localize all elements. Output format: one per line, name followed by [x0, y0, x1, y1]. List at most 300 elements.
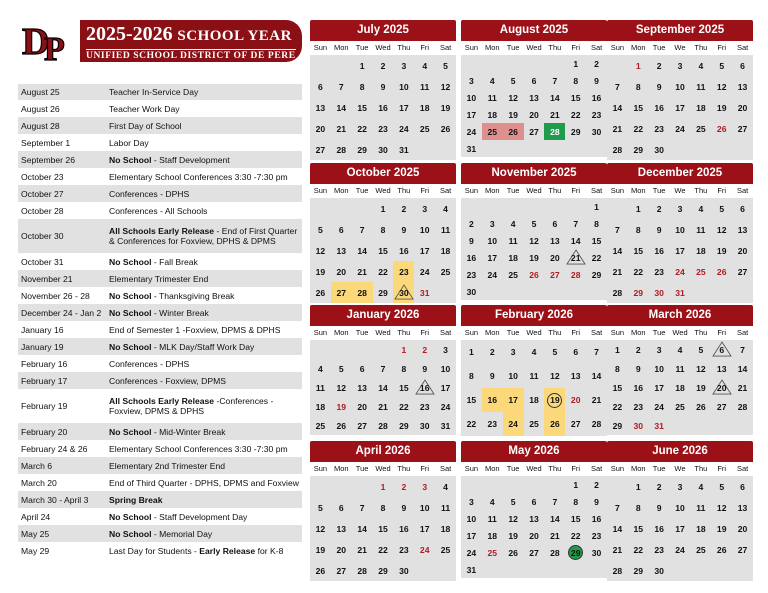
weekday-label: Fri — [414, 41, 435, 55]
day-number: 27 — [737, 544, 748, 555]
day-number: 10 — [675, 502, 685, 513]
day-cell — [524, 55, 545, 72]
day-cell — [331, 219, 352, 240]
day-cell — [435, 397, 456, 416]
day-number: 16 — [591, 92, 602, 103]
day-number: 7 — [594, 347, 599, 357]
weekday-label: Mon — [331, 184, 352, 198]
weekday-label: Wed — [373, 184, 394, 198]
day-cell — [503, 544, 524, 561]
day-cell — [503, 412, 524, 436]
day-number: 23 — [591, 109, 602, 120]
event-date: January 16 — [21, 324, 64, 335]
day-number: 15 — [399, 382, 409, 393]
weekday-label: Wed — [373, 41, 394, 55]
event-description: Conferences - All Schools — [109, 205, 208, 216]
day-number: 24 — [466, 547, 477, 558]
day-number: 29 — [570, 126, 581, 137]
day-cell — [482, 283, 503, 300]
day-cell — [414, 340, 435, 359]
event-date: April 24 — [21, 511, 51, 522]
day-number: 2 — [656, 203, 662, 214]
day-cell — [524, 544, 545, 561]
day-number: 24 — [466, 126, 477, 137]
day-cell — [352, 340, 373, 359]
day-cell — [461, 283, 482, 300]
day-cell — [732, 261, 753, 282]
day-cell — [352, 139, 373, 160]
event-description: No School - Winter Break — [109, 307, 209, 318]
day-number: 8 — [573, 496, 579, 507]
day-number: 26 — [716, 544, 727, 555]
day-number: 10 — [487, 235, 498, 246]
day-cell — [461, 476, 482, 493]
day-cell — [544, 561, 565, 578]
day-number: 8 — [573, 75, 579, 86]
weekday-label: Thu — [544, 184, 565, 198]
day-cell — [482, 232, 503, 249]
day-cell — [461, 340, 482, 364]
day-number: 15 — [633, 245, 644, 256]
day-cell — [524, 72, 545, 89]
day-cell — [544, 527, 565, 544]
day-cell — [544, 364, 565, 388]
day-number: 1 — [635, 481, 641, 492]
day-number: 2 — [422, 344, 428, 355]
day-cell — [310, 97, 331, 118]
weekday-label: Tue — [649, 462, 670, 476]
day-cell — [352, 219, 373, 240]
day-cell — [670, 476, 691, 497]
day-number: 10 — [675, 224, 685, 235]
day-cell — [690, 219, 711, 240]
day-cell — [482, 493, 503, 510]
day-number: 18 — [315, 401, 326, 412]
event-row — [18, 185, 302, 202]
day-number: 14 — [357, 245, 367, 256]
day-cell — [670, 539, 691, 560]
day-cell — [607, 359, 628, 378]
day-cell — [586, 55, 607, 72]
day-number: 19 — [716, 523, 727, 534]
day-number: 28 — [612, 144, 623, 155]
event-row — [18, 321, 302, 338]
day-cell — [565, 493, 586, 510]
day-cell — [461, 55, 482, 72]
day-cell — [732, 219, 753, 240]
day-cell — [310, 539, 331, 560]
day-number: 10 — [419, 224, 430, 235]
day-number: 7 — [552, 496, 558, 507]
event-row — [18, 542, 302, 559]
day-number: 18 — [508, 252, 518, 263]
day-cell — [670, 497, 691, 518]
day-cell — [732, 340, 753, 359]
day-number: 29 — [633, 144, 644, 155]
day-number: 8 — [401, 363, 407, 374]
day-number: 7 — [573, 218, 579, 229]
event-date: October 27 — [21, 188, 64, 199]
day-cell — [482, 140, 503, 157]
day-cell — [732, 518, 753, 539]
day-cell — [649, 219, 670, 240]
day-number: 11 — [675, 363, 685, 374]
day-number: 31 — [440, 420, 451, 431]
day-number: 6 — [531, 496, 537, 507]
weekday-label: Mon — [482, 41, 503, 55]
day-number: 18 — [487, 530, 498, 541]
day-cell — [482, 340, 503, 364]
event-date: October 28 — [21, 205, 64, 216]
title-year: 2025-2026 — [86, 23, 173, 45]
day-number: 23 — [399, 266, 409, 277]
day-number: 27 — [315, 144, 326, 155]
event-row — [18, 525, 302, 542]
day-cell — [393, 118, 414, 139]
day-cell — [373, 118, 394, 139]
day-number: 24 — [675, 123, 685, 134]
day-cell — [414, 219, 435, 240]
day-number: 12 — [440, 81, 451, 92]
weekday-label: Sun — [607, 41, 628, 55]
day-number: 16 — [399, 245, 409, 256]
day-number: 9 — [469, 235, 474, 246]
day-cell — [649, 476, 670, 497]
day-cell — [435, 560, 456, 581]
event-description: No School - Staff Development — [109, 154, 230, 165]
day-number: 6 — [573, 347, 579, 357]
weekday-label: Fri — [565, 41, 586, 55]
day-cell — [435, 518, 456, 539]
day-cell — [310, 560, 331, 581]
event-description: Conferences - Foxview, DPMS — [109, 375, 227, 386]
day-cell — [732, 378, 753, 397]
day-cell — [628, 55, 649, 76]
district-logo — [22, 20, 74, 62]
day-cell — [565, 55, 586, 72]
day-number: 16 — [419, 382, 430, 393]
day-number: 17 — [675, 102, 685, 113]
day-number: 8 — [380, 224, 386, 235]
day-number: 18 — [529, 395, 539, 405]
day-cell — [435, 340, 456, 359]
day-number: 13 — [737, 502, 748, 513]
day-number: 7 — [359, 502, 365, 513]
day-number: 5 — [443, 60, 448, 71]
weekday-label: Sun — [607, 326, 628, 340]
day-number: 9 — [656, 502, 662, 513]
day-number: 2 — [635, 344, 641, 355]
day-number: 9 — [401, 224, 407, 235]
day-cell — [607, 397, 628, 416]
day-cell — [607, 539, 628, 560]
day-cell — [310, 219, 331, 240]
day-cell — [435, 198, 456, 219]
day-number: 16 — [654, 245, 664, 256]
event-row — [18, 270, 302, 287]
day-cell — [586, 198, 607, 215]
weekday-label: Sat — [586, 326, 607, 340]
day-cell — [435, 497, 456, 518]
day-cell — [711, 55, 732, 76]
day-cell — [482, 55, 503, 72]
event-date: February 17 — [21, 375, 68, 386]
day-number: 19 — [547, 393, 562, 408]
day-cell — [565, 510, 586, 527]
day-cell — [711, 219, 732, 240]
event-description: End of Third Quarter - DPHS, DPMS and Foxview — [109, 477, 299, 488]
weekday-label: Sat — [435, 462, 456, 476]
day-cell — [331, 240, 352, 261]
day-cell — [503, 249, 524, 266]
day-cell — [607, 97, 628, 118]
day-cell — [711, 76, 732, 97]
day-number: 12 — [550, 371, 560, 381]
day-number: 19 — [529, 252, 539, 263]
day-number: 29 — [357, 144, 367, 155]
day-cell — [607, 76, 628, 97]
weekday-label: We — [670, 462, 691, 476]
weekday-label: Fri — [565, 462, 586, 476]
day-cell — [373, 539, 394, 560]
day-cell — [732, 76, 753, 97]
day-number: 23 — [399, 544, 409, 555]
day-cell — [690, 118, 711, 139]
day-number: 12 — [716, 81, 727, 92]
month-header: March 2026 — [607, 305, 753, 326]
day-cell — [586, 412, 607, 436]
title-banner — [80, 20, 302, 62]
day-cell — [628, 97, 649, 118]
day-number: 8 — [635, 224, 641, 235]
day-number: 23 — [378, 123, 388, 134]
day-cell — [461, 249, 482, 266]
weekday-label: Sun — [607, 462, 628, 476]
event-row — [18, 219, 302, 253]
day-number: 16 — [633, 382, 644, 393]
day-cell — [393, 518, 414, 539]
day-number: 22 — [633, 544, 644, 555]
day-number: 6 — [359, 363, 365, 374]
day-number: 17 — [466, 530, 477, 541]
day-number: 2 — [656, 481, 662, 492]
day-number: 21 — [378, 401, 388, 412]
day-number: 10 — [440, 363, 451, 374]
day-cell — [393, 416, 414, 435]
day-number: 6 — [740, 60, 745, 71]
day-number: 20 — [529, 530, 539, 541]
day-number: 14 — [591, 371, 602, 381]
day-cell — [393, 476, 414, 497]
day-cell — [649, 539, 670, 560]
day-cell — [524, 215, 545, 232]
day-cell — [393, 139, 414, 160]
day-cell — [670, 359, 691, 378]
day-number: 3 — [422, 481, 428, 492]
day-number: 1 — [615, 344, 620, 355]
day-cell — [482, 249, 503, 266]
day-cell — [607, 55, 628, 76]
day-number: 16 — [654, 523, 664, 534]
day-cell — [461, 140, 482, 157]
day-cell — [461, 561, 482, 578]
day-number: 14 — [378, 382, 388, 393]
weekday-label: Thu — [544, 326, 565, 340]
weekday-label: Tue — [503, 184, 524, 198]
day-number: 28 — [357, 287, 367, 298]
day-number: 17 — [675, 523, 685, 534]
day-cell — [670, 261, 691, 282]
day-cell — [586, 140, 607, 157]
day-cell — [373, 55, 394, 76]
day-number: 9 — [422, 363, 428, 374]
day-cell — [461, 72, 482, 89]
day-cell — [310, 198, 331, 219]
day-cell — [393, 560, 414, 581]
day-number: 27 — [737, 123, 748, 134]
day-number: 17 — [419, 245, 430, 256]
day-cell — [690, 282, 711, 303]
day-cell — [414, 560, 435, 581]
event-row — [18, 151, 302, 168]
day-cell — [732, 118, 753, 139]
day-number: 19 — [716, 245, 727, 256]
weekday-label: Tue — [649, 41, 670, 55]
weekday-label: Tue — [352, 326, 373, 340]
day-number: 29 — [633, 287, 644, 298]
weekday-label: Wed — [670, 326, 691, 340]
day-number: 5 — [510, 75, 516, 86]
day-number: 26 — [315, 287, 326, 298]
event-description: End of Semester 1 -Foxview, DPMS & DPHS — [109, 324, 281, 335]
day-number: 30 — [399, 565, 409, 576]
day-number: 9 — [594, 496, 599, 507]
day-number: 26 — [550, 419, 560, 429]
day-number: 7 — [380, 363, 386, 374]
event-row — [18, 423, 302, 440]
day-number: 25 — [440, 266, 451, 277]
day-cell — [586, 340, 607, 364]
event-description: No School - Mid-Winter Break — [109, 426, 226, 437]
day-number: 13 — [336, 245, 347, 256]
day-cell — [586, 364, 607, 388]
day-cell — [690, 539, 711, 560]
day-number: 20 — [550, 252, 560, 263]
day-number: 10 — [508, 371, 518, 381]
day-cell — [628, 378, 649, 397]
day-number: 2 — [469, 218, 474, 229]
day-number: 7 — [615, 224, 620, 235]
day-number: 20 — [737, 102, 748, 113]
day-number: 6 — [531, 75, 537, 86]
day-number: 13 — [336, 523, 347, 534]
day-cell — [670, 378, 691, 397]
weekday-label: Wed — [373, 326, 394, 340]
event-description: Conferences - DPHS — [109, 358, 190, 369]
day-cell — [373, 282, 394, 303]
day-number: 2 — [401, 481, 407, 492]
day-cell — [607, 219, 628, 240]
day-cell — [310, 240, 331, 261]
day-cell — [414, 261, 435, 282]
day-number: 7 — [615, 81, 620, 92]
event-description: Teacher Work Day — [109, 103, 180, 114]
day-cell — [649, 518, 670, 539]
weekday-label: Mon — [482, 462, 503, 476]
day-cell — [544, 198, 565, 215]
weekday-label: We — [670, 41, 691, 55]
day-number: 8 — [615, 363, 620, 374]
day-cell — [352, 198, 373, 219]
day-cell — [524, 266, 545, 283]
day-number: 15 — [633, 523, 644, 534]
day-number: 16 — [591, 513, 602, 524]
weekday-label: Fri — [414, 326, 435, 340]
day-number: 30 — [654, 144, 664, 155]
day-cell — [524, 232, 545, 249]
day-number: 22 — [570, 109, 581, 120]
day-cell — [373, 261, 394, 282]
event-date: October 30 — [21, 231, 64, 241]
day-number: 18 — [440, 245, 451, 256]
day-number: 28 — [357, 565, 367, 576]
day-number: 6 — [338, 502, 344, 513]
day-cell — [331, 139, 352, 160]
day-cell — [628, 219, 649, 240]
day-cell — [670, 340, 691, 359]
day-number: 29 — [633, 565, 644, 576]
day-cell — [414, 240, 435, 261]
day-number: 20 — [357, 401, 367, 412]
weekday-label: Sat — [586, 462, 607, 476]
event-description: Elementary Trimester End — [109, 273, 209, 284]
day-number: 11 — [487, 513, 497, 524]
day-cell — [482, 72, 503, 89]
day-cell — [649, 139, 670, 160]
day-number: 4 — [443, 481, 448, 492]
day-cell — [690, 261, 711, 282]
day-number: 31 — [399, 144, 409, 155]
day-number: 15 — [378, 245, 388, 256]
day-cell — [461, 388, 482, 412]
day-cell — [435, 139, 456, 160]
day-cell — [331, 518, 352, 539]
event-description: First Day of School — [109, 120, 182, 131]
day-number: 23 — [466, 269, 477, 280]
day-cell — [586, 544, 607, 561]
day-number: 9 — [656, 224, 662, 235]
day-number: 13 — [570, 371, 581, 381]
event-row — [18, 253, 302, 270]
event-date: August 25 — [21, 87, 60, 97]
day-number: 25 — [696, 123, 706, 134]
day-number: 24 — [419, 266, 430, 277]
day-cell — [331, 282, 352, 303]
weekday-label: Wed — [373, 462, 394, 476]
day-number: 16 — [487, 395, 498, 405]
day-number: 10 — [466, 92, 477, 103]
day-cell — [310, 139, 331, 160]
day-number: 23 — [654, 544, 664, 555]
day-cell — [544, 215, 565, 232]
day-number: 19 — [440, 102, 451, 113]
day-number: 2 — [380, 60, 386, 71]
day-cell — [414, 76, 435, 97]
day-cell — [373, 97, 394, 118]
day-cell — [331, 76, 352, 97]
day-number: 1 — [573, 58, 579, 69]
day-cell — [607, 240, 628, 261]
